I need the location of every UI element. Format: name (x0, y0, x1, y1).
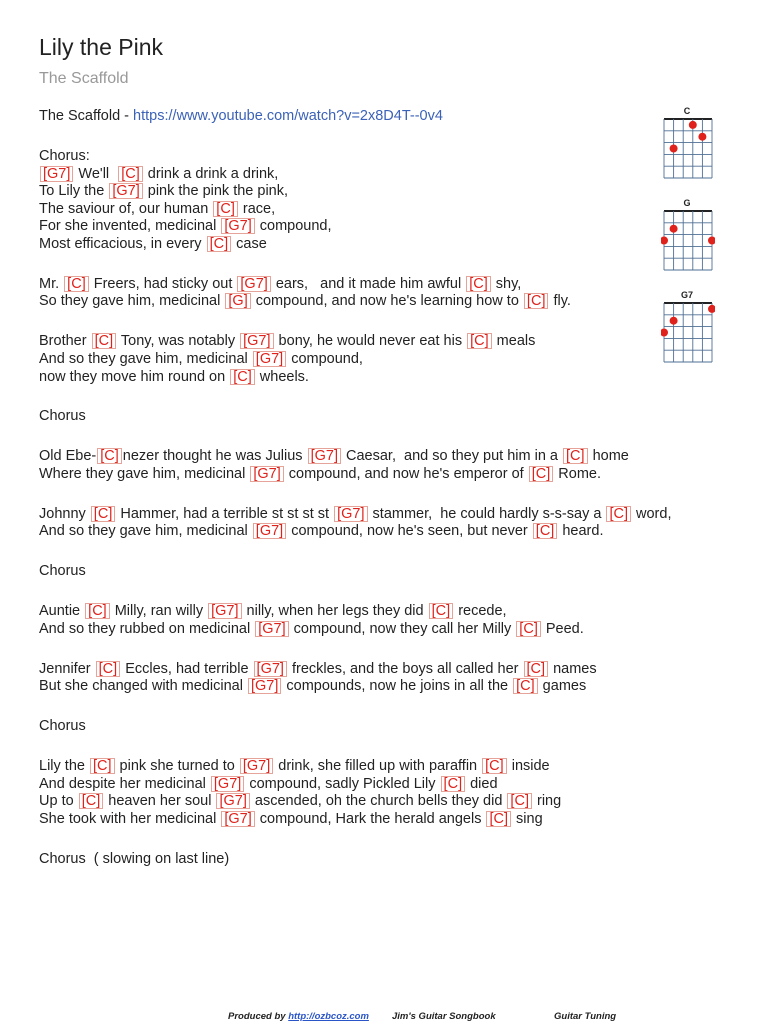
chord-marker: [C] (524, 293, 549, 309)
stanza-gap (39, 736, 739, 758)
chord-marker: [G7] (240, 333, 273, 349)
chord-marker: [G7] (248, 678, 281, 694)
lyric-text: Hammer, had a terrible st st st st (116, 505, 334, 522)
lyric-line (39, 811, 739, 829)
lyric-text: Eccles, had terrible (121, 660, 253, 677)
chord-marker: [C] (429, 603, 454, 619)
chord-marker: [G7] (253, 351, 286, 367)
chord-name: C (92, 603, 103, 620)
chord-marker: [C] (466, 276, 491, 292)
chord-name: C (539, 523, 551, 540)
chord-marker: [C] (467, 333, 492, 349)
lyric-text: compounds, now he joins in all the (282, 678, 513, 695)
lyric-text: Caesar, and so they put him in a (341, 448, 563, 465)
footer-tuning: Guitar Tuning (554, 1011, 617, 1022)
lyric-text: Brother (39, 333, 91, 350)
chord-marker: [G7] (253, 523, 286, 539)
lyric-text: Up to (39, 793, 78, 810)
chord-marker: [C] (91, 506, 116, 522)
chord-name: C (71, 275, 82, 292)
chord-marker: [G7] (221, 811, 254, 827)
chord-name: C (473, 275, 484, 292)
chord-marker: [G7] (221, 218, 254, 234)
lyric-text: ascended, oh the church bells they did (250, 793, 507, 810)
chord-name: C (237, 368, 248, 385)
youtube-link[interactable]: https://www.youtube.com/watch?v=2x8D4T--0v4 (133, 108, 443, 124)
stanza-gap (39, 541, 739, 563)
lyric-text: case (232, 235, 267, 252)
lyric-line (39, 776, 739, 794)
chord-name: C (570, 448, 581, 465)
lyric-text: heaven her soul (104, 793, 216, 810)
chord-name: C (535, 465, 547, 482)
chord-marker: [C] (97, 448, 122, 464)
chord-marker: [C] (524, 661, 549, 677)
chord-name: C (220, 200, 231, 217)
chord-name: C (98, 333, 110, 350)
chord-name: C (613, 505, 624, 522)
lyric-line (39, 183, 739, 201)
lyric-text: Milly, ran willy (110, 603, 208, 620)
lyric-text: nilly, when her legs they did (242, 603, 428, 620)
artist-subtitle: The Scaffold (39, 70, 129, 87)
lyric-text: drink, she filled up with paraffin (274, 758, 482, 775)
lyric-text: compound, and now he's learning how to (251, 293, 523, 310)
chord-name: G7 (262, 620, 282, 637)
lyric-text: compound, (255, 218, 332, 235)
lyric-line (39, 506, 739, 524)
chord-diagram-name: C (683, 106, 691, 116)
lyric-line (39, 218, 739, 236)
chord-marker: [C] (486, 811, 511, 827)
chord-name: G7 (259, 523, 280, 540)
chord-marker: [C] (90, 758, 115, 774)
chord-name: C (523, 620, 534, 637)
lyric-line (39, 758, 739, 776)
chord-name: C (493, 810, 504, 827)
finger-dot (689, 121, 697, 129)
lyric-line (39, 236, 739, 254)
chord-name: G7 (259, 350, 280, 367)
lyric-line (39, 166, 739, 184)
chord-name: C (489, 758, 500, 775)
lyric-text: Johnny (39, 505, 90, 522)
lyric-line (39, 621, 739, 639)
lyric-text: ears, and it made him awful (271, 275, 466, 292)
finger-dot (661, 237, 668, 245)
lyric-text: Jennifer (39, 660, 95, 677)
stanza-gap (39, 311, 739, 333)
chord-marker: [G7] (208, 603, 241, 619)
lyric-line (39, 351, 739, 369)
chord-marker: [C] (96, 661, 121, 677)
chord-name: G7 (47, 165, 67, 182)
chord-name: C (530, 660, 542, 677)
song-title: Lily the Pink (39, 34, 164, 60)
footer-songbook: Jim's Guitar Songbook (392, 1011, 496, 1022)
footer-produced-by: Produced by (228, 1011, 286, 1022)
lyric-text: Lily the (39, 758, 89, 775)
chord-marker: [C] (85, 603, 110, 619)
lyric-line (39, 369, 739, 387)
chord-marker: [G7] (255, 621, 288, 637)
chord-marker: [C] (529, 466, 554, 482)
lyric-line (39, 201, 739, 219)
chord-name: C (213, 235, 225, 252)
chord-marker: [G] (225, 293, 250, 309)
lyric-line (39, 333, 739, 351)
lyrics-body (39, 148, 739, 868)
stanza-gap (39, 696, 739, 718)
chord-name: G7 (255, 678, 275, 695)
lyric-text: And so they rubbed on medicinal (39, 620, 255, 637)
chord-marker: [C] (92, 333, 117, 349)
chord-name: C (514, 793, 525, 810)
lyric-line (39, 793, 739, 811)
lyric-text: Tony, was notably (117, 333, 240, 350)
finger-dot (708, 237, 715, 245)
lyric-line (39, 448, 739, 466)
chord-diagram-name: G7 (680, 290, 693, 300)
lyric-text: race, (238, 200, 276, 217)
lyric-text: bony, he would never eat his (274, 333, 467, 350)
chord-marker: [C] (118, 166, 143, 182)
lyric-text: Auntie (39, 603, 85, 620)
lyric-text: compound, Hark the herald angels (255, 810, 486, 827)
lyric-text: Chorus (39, 563, 86, 580)
chord-marker: [G7] (40, 166, 73, 182)
lyric-text: heard. (558, 523, 604, 540)
lyric-line (39, 718, 739, 736)
source-line (39, 108, 443, 124)
chord-name: C (102, 660, 114, 677)
lyric-text: freckles, and the boys all called her (287, 660, 523, 677)
lyric-text: pink the pink the pink, (143, 183, 289, 200)
chord-marker: [G7] (211, 776, 244, 792)
finger-dot (698, 133, 706, 141)
footer-link[interactable]: http://ozbcoz.com (288, 1011, 369, 1022)
finger-dot (661, 329, 668, 337)
lyric-text: Chorus: (39, 148, 90, 164)
chord-marker: [G7] (109, 183, 142, 199)
stanza-gap (39, 638, 739, 660)
stanza-gap (39, 426, 739, 448)
chord-name: C (435, 603, 447, 620)
footer-credit (228, 1011, 369, 1022)
lyric-text: compound, (287, 350, 363, 367)
lyric-text: And despite her medicinal (39, 775, 210, 792)
lyric-text: died (466, 775, 498, 792)
lyric-line (39, 276, 739, 294)
chord-g-fretboard (661, 208, 715, 274)
chord-marker: [C] (606, 506, 631, 522)
lyric-text: compound, now they call her Milly (289, 620, 516, 637)
chord-name: C (97, 758, 108, 775)
finger-dot (670, 225, 678, 233)
chord-marker: [G7] (308, 448, 341, 464)
lyric-text: compound, now he's seen, but never (287, 523, 532, 540)
lyric-line (39, 678, 739, 696)
lyric-text: inside (507, 758, 550, 775)
chord-name: G7 (247, 333, 267, 350)
lyric-text: Where they gave him, medicinal (39, 465, 250, 482)
chord-name: G7 (257, 465, 277, 482)
chord-marker: [C] (79, 793, 104, 809)
lyric-line (39, 293, 739, 311)
chord-name: C (97, 505, 109, 522)
chord-diagram-name: G (683, 198, 691, 208)
lyric-text: recede, (454, 603, 507, 620)
lyric-text: Rome. (554, 465, 602, 482)
chord-marker: [C] (230, 369, 255, 385)
chord-name: G7 (217, 775, 238, 792)
lyric-text: shy, (491, 275, 522, 292)
chord-name: C (447, 775, 459, 792)
lyric-text: Chorus ( slowing on last line) (39, 850, 230, 867)
lyric-text: word, (631, 505, 672, 522)
chord-name: G7 (244, 275, 264, 292)
chord-marker: [G7] (216, 793, 249, 809)
chord-c-fretboard (661, 116, 715, 182)
lyric-text: nezer thought he was Julius (122, 448, 307, 465)
lyric-text: names (549, 660, 597, 677)
lyric-text: sing (512, 810, 543, 827)
lyric-text: Old Ebe- (39, 448, 97, 465)
chord-name: C (125, 165, 136, 182)
lyric-text: Chorus (39, 718, 86, 735)
stanza-gap (39, 254, 739, 276)
chord-marker: [G7] (250, 466, 283, 482)
lyric-line (39, 563, 739, 581)
lyric-line (39, 661, 739, 679)
lyric-text: now they move him round on (39, 368, 230, 385)
stanza-gap (39, 581, 739, 603)
lyric-text: compound, sadly Pickled Lily (245, 775, 440, 792)
stanza-gap (39, 828, 739, 850)
chord-marker: [G7] (237, 276, 270, 292)
lyric-text: drink a drink a drink, (143, 165, 279, 182)
lyric-text: We'll (74, 165, 118, 182)
lyric-line (39, 851, 739, 869)
lyric-text: And so they gave him, medicinal (39, 523, 252, 540)
chord-marker: [C] (516, 621, 541, 637)
lyric-text: Most efficacious, in every (39, 235, 206, 252)
lyric-text: wheels. (255, 368, 309, 385)
lyric-line (39, 523, 739, 541)
chord-name: G7 (341, 505, 361, 522)
finger-dot (670, 145, 678, 153)
chord-name: C (520, 678, 531, 695)
chord-marker: [C] (64, 276, 89, 292)
lyric-text: And so they gave him, medicinal (39, 350, 252, 367)
lyric-line (39, 466, 739, 484)
chord-name: C (530, 293, 542, 310)
chord-name: G7 (228, 810, 248, 827)
chord-marker: [C] (441, 776, 466, 792)
lyric-text: fly. (549, 293, 571, 310)
lyric-line (39, 408, 739, 426)
chord-name: G7 (246, 758, 267, 775)
chord-marker: [C] (207, 236, 232, 252)
chord-marker: [C] (533, 523, 558, 539)
lyric-line (39, 603, 739, 621)
chord-name: C (474, 333, 485, 350)
chord-marker: [G7] (240, 758, 273, 774)
chord-marker: [C] (563, 448, 588, 464)
chord-name: C (85, 793, 97, 810)
chord-marker: [G7] (254, 661, 287, 677)
lyric-text: stammer, he could hardly s-s-say a (368, 505, 606, 522)
chord-name: G7 (260, 660, 280, 677)
lyric-text: She took with her medicinal (39, 810, 221, 827)
lyric-text: So they gave him, medicinal (39, 293, 225, 310)
chord-marker: [C] (507, 793, 532, 809)
chord-name: C (104, 448, 115, 465)
chord-name: G7 (215, 603, 235, 620)
lyric-text: Peed. (541, 620, 584, 637)
finger-dot (708, 305, 715, 313)
lyric-text: ring (532, 793, 562, 810)
chord-marker: [C] (513, 678, 538, 694)
chord-name: G7 (223, 793, 243, 810)
lyric-text: meals (492, 333, 536, 350)
stanza-gap (39, 484, 739, 506)
lyric-text: home (588, 448, 629, 465)
chord-marker: [G7] (334, 506, 367, 522)
chord-g7-fretboard (661, 300, 715, 366)
chord-name: G7 (228, 218, 248, 235)
lyric-text: games (538, 678, 587, 695)
lyric-text: To Lily the (39, 183, 109, 200)
chord-marker: [C] (213, 201, 238, 217)
chord-marker: [C] (482, 758, 507, 774)
chord-name: G7 (314, 448, 334, 465)
lyric-text: Mr. (39, 275, 64, 292)
lyric-text: Freers, had sticky out (89, 275, 237, 292)
chord-name: G (232, 293, 244, 310)
finger-dot (670, 317, 678, 325)
stanza-gap (39, 386, 739, 408)
lyric-text: But she changed with medicinal (39, 678, 247, 695)
lyric-text: compound, and now he's emperor of (284, 465, 528, 482)
lyric-text: For she invented, medicinal (39, 218, 221, 235)
lyric-text: pink she turned to (115, 758, 239, 775)
lyric-line (39, 148, 739, 166)
chord-name: G7 (116, 183, 136, 200)
lyric-text: Chorus (39, 408, 86, 425)
lyric-text: The saviour of, our human (39, 200, 213, 217)
source-artist: The Scaffold - (39, 108, 130, 124)
